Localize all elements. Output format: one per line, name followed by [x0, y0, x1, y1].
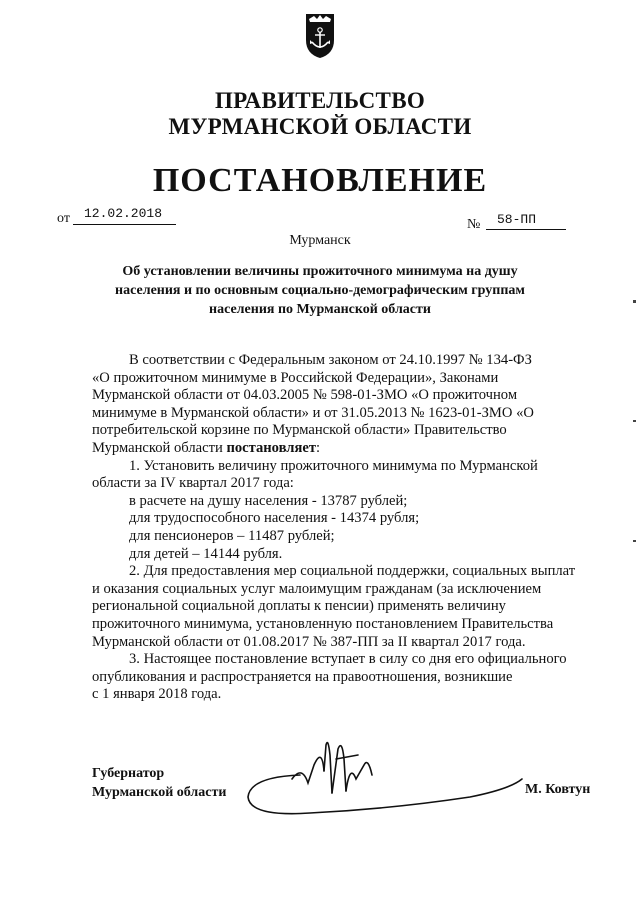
city-name: Мурманск: [289, 233, 351, 248]
item-1-line: 1. Установить величину прожиточного минимума по Мурманской: [129, 457, 538, 474]
document-title: [100, 262, 540, 319]
signatory-name: М. Ковтун: [525, 782, 591, 797]
coat-of-arms-icon: [300, 10, 340, 60]
sub-item: для пенсионеров – 11487 рублей;: [129, 527, 335, 544]
scan-mark: [633, 420, 636, 422]
number-underline: [486, 229, 566, 230]
title-line: населения и по основным социально-демографическим группам: [115, 283, 525, 298]
date-underline: [73, 224, 176, 225]
document-number: 58-ПП: [497, 212, 537, 227]
position-line: Мурманской области: [92, 785, 227, 800]
handwritten-signature: [240, 735, 530, 825]
decision-word: постановляет: [226, 439, 317, 456]
sub-item: для детей – 14144 рубля.: [129, 545, 283, 562]
position-line: Губернатор: [92, 766, 165, 781]
sub-item: для трудоспособного населения - 14374 рубля;: [129, 510, 420, 527]
preamble-line: минимуме в Мурманской области» и от 31.05.2013 № 1623-01-ЗМО «О: [92, 404, 534, 421]
number-prefix: №: [467, 217, 481, 232]
organization-name-line2: МУРМАНСКОЙ ОБЛАСТИ: [168, 114, 472, 139]
item-2-line: региональной социальной доплаты к пенсии) применять величину: [92, 598, 506, 615]
preamble-line: «О прожиточном минимуме в Российской Федерации», Законами: [92, 369, 499, 386]
item-3-line: опубликования и распространяется на правоотношения, возникшие: [92, 668, 513, 685]
item-2: [92, 563, 600, 651]
preamble-last-text: Мурманской области: [92, 439, 223, 456]
scan-mark: [633, 540, 636, 542]
item-3: [92, 651, 600, 704]
item-2-line: и оказания социальных услуг малоимущим гражданам (за исключением: [92, 580, 542, 597]
item-3-line: 3. Настоящее постановление вступает в силу со дня его официального: [129, 651, 567, 668]
document-body: [92, 352, 600, 704]
item-2-line: 2. Для предоставления мер социальной поддержки, социальных выплат: [129, 563, 576, 580]
item-1-line: области за IV квартал 2017 года:: [92, 475, 294, 492]
title-line: населения по Мурманской области: [209, 302, 431, 317]
date-prefix: от: [57, 211, 70, 226]
title-line: Об установлении величины прожиточного минимума на душу: [122, 264, 518, 279]
preamble-line: В соответствии с Федеральным законом от 24.10.1997 № 134-ФЗ: [129, 352, 532, 368]
item-3-line: с 1 января 2018 года.: [92, 686, 222, 703]
preamble-line: Мурманской области от 04.03.2005 № 598-01-ЗМО «О прожиточном: [92, 387, 518, 404]
signatory-position: [92, 764, 226, 802]
scan-mark: [633, 300, 636, 303]
preamble-paragraph: [92, 352, 600, 458]
sub-item: в расчете на душу населения - 13787 рублей;: [129, 492, 408, 509]
preamble-last-line: Мурманской области постановляет:: [92, 439, 321, 456]
document-date: 12.02.2018: [84, 206, 163, 221]
item-1: [92, 458, 600, 564]
organization-name-line1: ПРАВИТЕЛЬСТВО: [214, 88, 426, 113]
preamble-line: потребительской корзине по Мурманской области» Правительство: [92, 422, 507, 439]
document-type-heading: ПОСТАНОВЛЕНИЕ: [152, 162, 488, 199]
item-2-line: Мурманской области от 01.08.2017 № 387-ПП за II квартал 2017 года.: [92, 633, 526, 650]
item-2-line: прожиточного минимума, установленную постановлением Правительства: [92, 615, 554, 632]
